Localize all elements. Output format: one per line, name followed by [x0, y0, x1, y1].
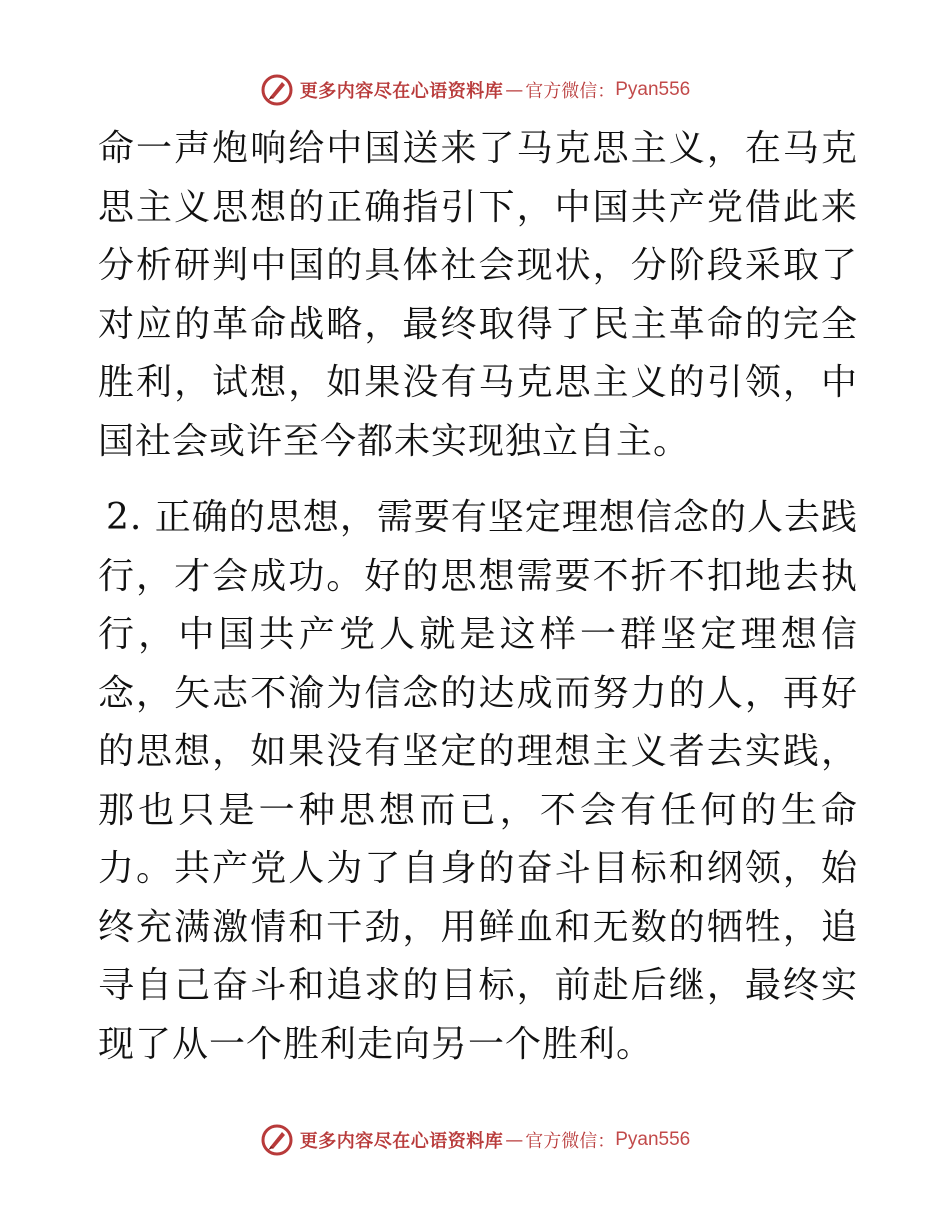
footer-banner: [0, 1120, 950, 1160]
header-banner-separator: —: [505, 79, 524, 101]
footer-banner-text: [300, 1127, 691, 1153]
quill-logo-icon: [260, 1123, 294, 1157]
document-body: [98, 120, 858, 1074]
footer-banner-main: 更多内容尽在心语资料库: [299, 1131, 504, 1152]
quill-logo-icon: [260, 73, 294, 107]
footer-banner-wechat-id: Pyan556: [615, 1129, 691, 1150]
header-banner-wechat-label: 官方微信：: [525, 81, 616, 102]
header-banner-text: [300, 77, 691, 103]
header-banner-main: 更多内容尽在心语资料库: [299, 81, 504, 102]
paragraph-1: 命一声炮响给中国送来了马克思主义，在马克思主义思想的正确指引下，中国共产党借此来分析研判中国的具体社会现状，分阶段采取了对应的革命战略，最终取得了民主革命的完全胜利，试想，如果没有马克思主义的引领，中国社会或许至今都未实现独立自主。: [98, 128, 858, 462]
paragraph-2: 2. 正确的思想，需要有坚定理想信念的人去践行，才会成功。好的思想需要不折不扣地去执行，中国共产党人就是这样一群坚定理想信念，矢志不渝为信念的达成而努力的人，再好的思想，如果没有坚定的理想主义者去实践，那也只是一种思想而已，不会有任何的生命力。共产党人为了自身的奋斗目标和纲领，始终充满激情和干劲，用鲜血和无数的牺牲，追寻自己奋斗和追求的目标，前赴后继，最终实现了从一个胜利走向另一个胜利。: [98, 497, 858, 1065]
header-banner-wechat-id: Pyan556: [615, 79, 691, 100]
footer-banner-separator: —: [505, 1129, 524, 1151]
header-banner: [0, 70, 950, 110]
footer-banner-wechat-label: 官方微信：: [525, 1131, 616, 1152]
